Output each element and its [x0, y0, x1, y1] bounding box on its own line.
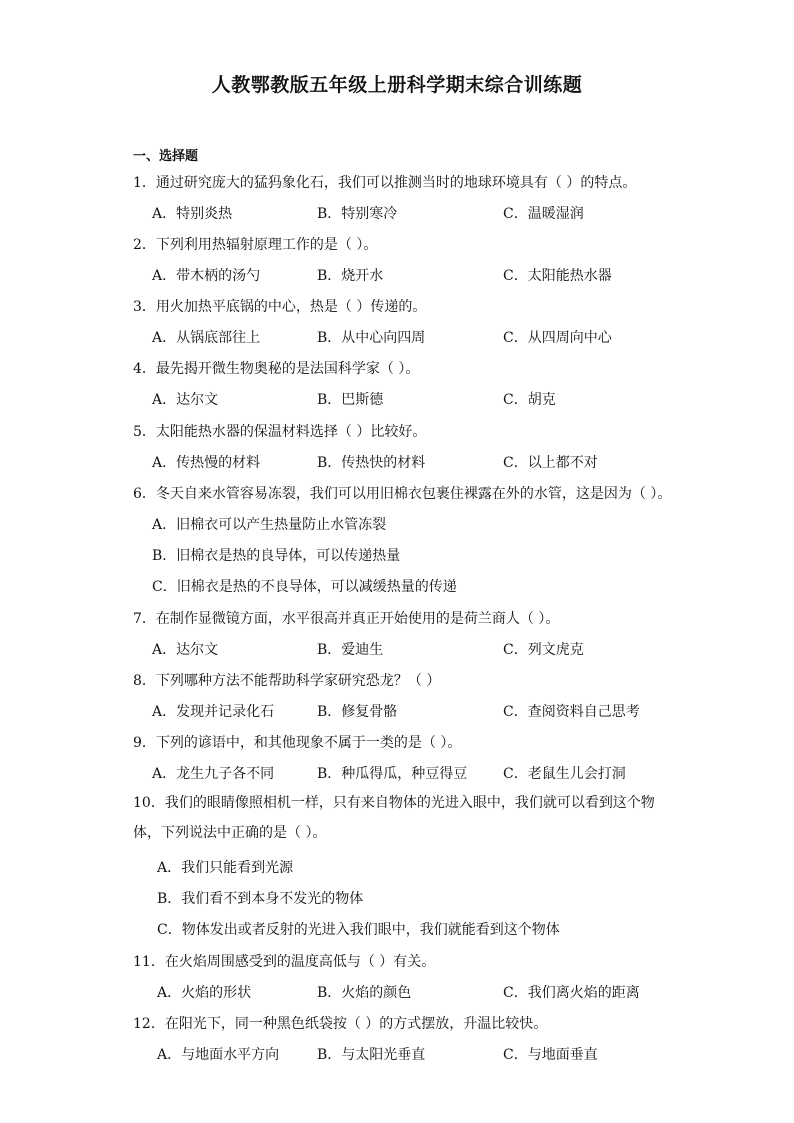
- question-2: 2．下列利用热辐射原理工作的是（ ）。: [133, 237, 378, 253]
- question-4: 4．最先揭开微生物奥秘的是法国科学家（ ）。: [133, 361, 420, 377]
- option-a: A．带木柄的汤勺: [152, 268, 261, 284]
- option-c: C．旧棉衣是热的不良导体，可以减缓热量的传递: [152, 579, 457, 595]
- option-b: B．从中心向四周: [317, 330, 426, 346]
- option-a: A．我们只能看到光源: [157, 860, 294, 876]
- option-c: C．物体发出或者反射的光进入我们眼中，我们就能看到这个物体: [157, 922, 560, 938]
- question-11: 11．在火焰周围感受到的温度高低与（ ）有关。: [133, 954, 436, 970]
- question-9: 9．下列的谚语中，和其他现象不属于一类的是（ ）。: [133, 735, 462, 751]
- option-c: C．以上都不对: [503, 455, 598, 471]
- question-8: 8．下列哪种方法不能帮助科学家研究恐龙？（ ）: [133, 673, 441, 689]
- option-b: B．与太阳光垂直: [317, 1047, 426, 1063]
- option-a: A．龙生九子各不同: [152, 766, 275, 782]
- option-c: C．太阳能热水器: [503, 268, 612, 284]
- option-a: A．与地面水平方向: [157, 1047, 280, 1063]
- question-7: 7．在制作显微镜方面，水平很高并真正开始使用的是荷兰商人（ ）。: [133, 611, 560, 627]
- option-b: B．旧棉衣是热的良导体，可以传递热量: [152, 548, 401, 564]
- option-a: A．达尔文: [152, 392, 219, 408]
- option-a: A．旧棉衣可以产生热量防止水管冻裂: [152, 517, 387, 533]
- question-3: 3．用火加热平底锅的中心，热是（ ）传递的。: [133, 299, 427, 315]
- option-c: C．老鼠生儿会打洞: [503, 766, 626, 782]
- option-b: B．烧开水: [317, 268, 384, 284]
- option-c: C．从四周向中心: [503, 330, 612, 346]
- option-c: C．我们离火焰的距离: [503, 985, 640, 1001]
- option-b: B．爱迪生: [317, 642, 384, 658]
- option-a: A．传热慢的材料: [152, 455, 261, 471]
- option-a: A．特别炎热: [152, 206, 233, 222]
- option-b: B．我们看不到本身不发光的物体: [157, 891, 364, 907]
- option-c: C．列文虎克: [503, 642, 584, 658]
- page-title: 人教鄂教版五年级上册科学期末综合训练题: [211, 74, 583, 96]
- section-heading: 一、选择题: [133, 149, 199, 164]
- option-a: A．火焰的形状: [157, 985, 252, 1001]
- option-b: B．巴斯德: [317, 392, 384, 408]
- question-12: 12．在阳光下，同一种黑色纸袋按（ ）的方式摆放，升温比较快。: [133, 1016, 548, 1032]
- option-c: C．温暖湿润: [503, 206, 584, 222]
- option-b: B．修复骨骼: [317, 704, 398, 720]
- option-a: A．从锅底部往上: [152, 330, 261, 346]
- option-b: B．火焰的颜色: [317, 985, 412, 1001]
- option-c: C．与地面垂直: [503, 1047, 598, 1063]
- option-c: C．胡克: [503, 392, 556, 408]
- option-b: B．特别寒冷: [317, 206, 398, 222]
- option-b: B．种瓜得瓜，种豆得豆: [317, 766, 468, 782]
- question-10: 10．我们的眼睛像照相机一样，只有来自物体的光进入眼中，我们就可以看到这个物体，下列说法中正确的是（ ）。: [133, 795, 655, 841]
- option-a: A．发现并记录化石: [152, 704, 275, 720]
- option-a: A．达尔文: [152, 642, 219, 658]
- option-c: C．查阅资料自己思考: [503, 704, 640, 720]
- option-b: B．传热快的材料: [317, 455, 426, 471]
- question-6: 6．冬天自来水管容易冻裂，我们可以用旧棉衣包裹住裸露在外的水管，这是因为（ ）。: [133, 486, 672, 502]
- question-1: 1．通过研究庞大的猛犸象化石，我们可以推测当时的地球环境具有（ ）的特点。: [133, 175, 637, 191]
- question-5: 5．太阳能热水器的保温材料选择（ ）比较好。: [133, 424, 427, 440]
